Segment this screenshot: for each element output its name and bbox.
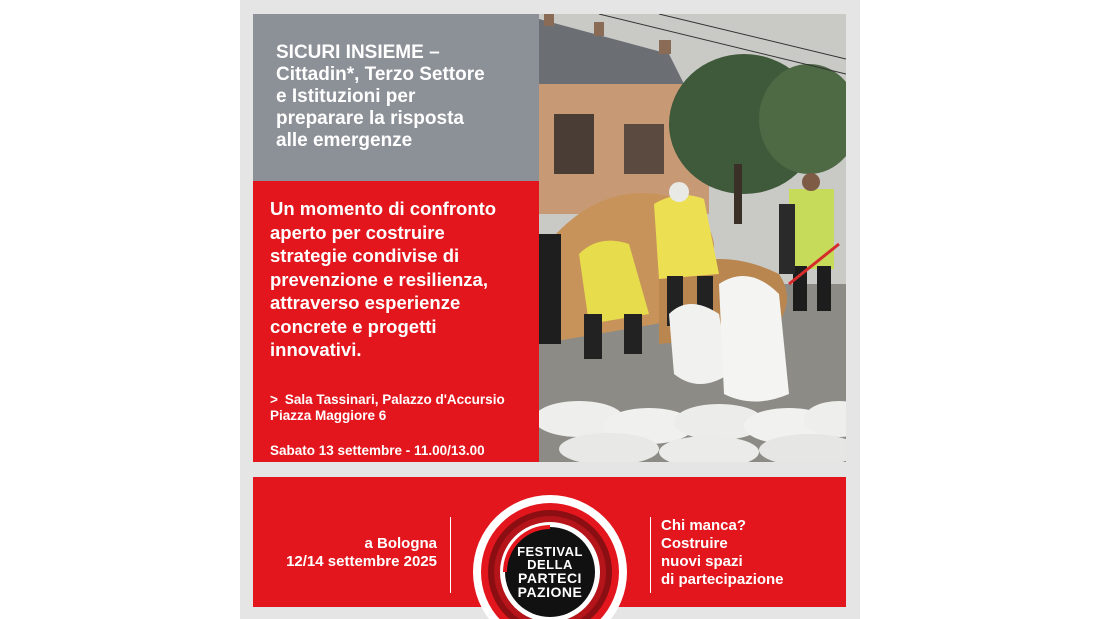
description-line: concrete e progetti xyxy=(270,315,437,337)
event-info-box xyxy=(253,181,539,462)
tagline-line: nuovi spazi xyxy=(661,553,743,570)
description-line: Un momento di confronto xyxy=(270,198,497,219)
festival-logo xyxy=(471,492,629,619)
event-description xyxy=(270,197,529,362)
event-title-line: e Istituzioni per xyxy=(276,86,416,107)
description-line: attraverso esperienze xyxy=(270,292,461,313)
tagline-line: Costruire xyxy=(661,535,728,552)
divider xyxy=(450,517,451,593)
event-date: Sabato 13 settembre - 11.00/13.00 xyxy=(270,442,485,458)
description-line: strategie condivise di xyxy=(270,245,460,266)
event-title-line: Cittadin*, Terzo Settore xyxy=(276,64,485,85)
event-title-line: SICURI INSIEME – xyxy=(276,42,440,63)
event-venue xyxy=(270,392,529,424)
description-line: innovativi. xyxy=(270,339,362,360)
logo-line: PARTECI xyxy=(518,570,582,586)
festival-dates: 12/14 settembre 2025 xyxy=(286,553,437,570)
arrow-right-icon: > xyxy=(270,391,278,407)
tagline-line: Chi manca? xyxy=(661,517,747,534)
event-title-line: alle emergenze xyxy=(276,130,413,151)
logo-line: DELLA xyxy=(527,557,573,572)
venue-line: Piazza Maggiore 6 xyxy=(270,407,387,423)
description-line: prevenzione e resilienza, xyxy=(270,268,488,290)
venue-line: Sala Tassinari, Palazzo d'Accursio xyxy=(284,391,505,407)
tagline-line: di partecipazione xyxy=(661,571,784,588)
divider xyxy=(650,517,651,593)
description-line: aperto per costruire xyxy=(270,221,445,243)
event-title-line: preparare la risposta xyxy=(276,108,464,129)
festival-city: a Bologna xyxy=(364,535,437,552)
festival-tagline xyxy=(661,517,784,589)
event-title-box xyxy=(253,14,539,181)
logo-line: FESTIVAL xyxy=(517,544,583,559)
festival-location xyxy=(253,535,437,571)
flood-sandbag-photo xyxy=(539,14,846,462)
logo-line: PAZIONE xyxy=(517,584,583,600)
